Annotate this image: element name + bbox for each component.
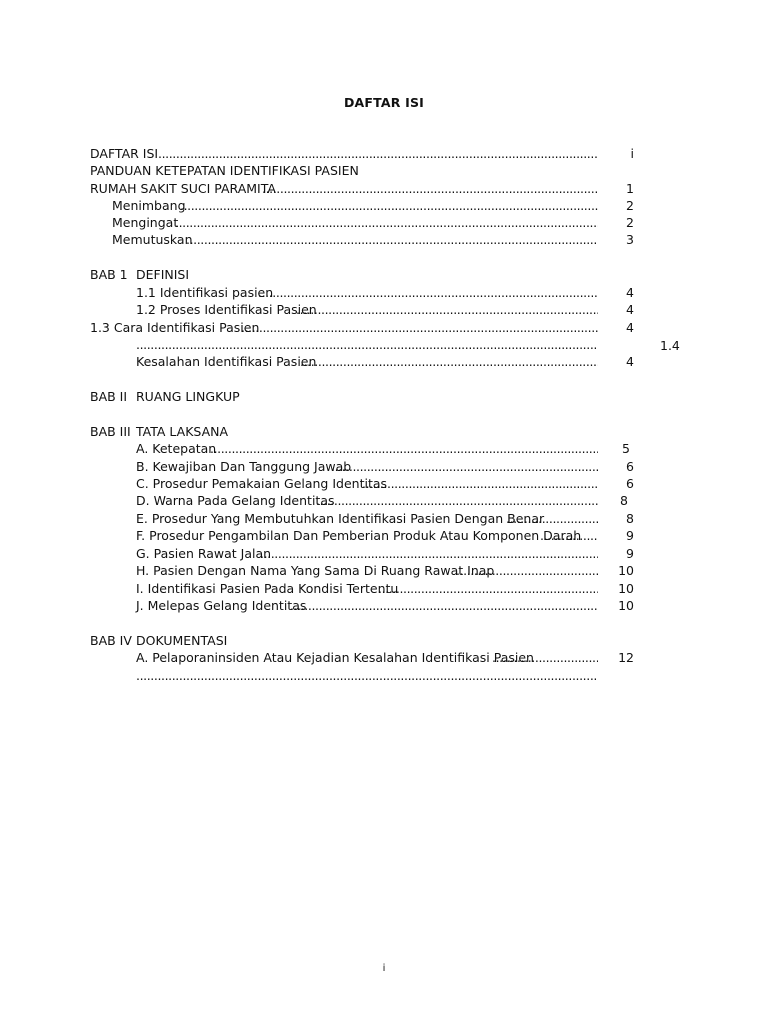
dot-leader: [262, 180, 598, 197]
toc-entry-label: H. Pasien Dengan Nama Yang Sama Di Ruang Rawat Inap: [136, 563, 495, 578]
toc-page-number: 8: [626, 511, 634, 526]
toc-entry-3a[interactable]: [0, 440, 768, 457]
chapter-label-bab4: BAB IV: [90, 633, 132, 648]
dot-leader: [378, 580, 598, 597]
toc-number-1-4: 1.4: [660, 338, 680, 353]
toc-entry-3i[interactable]: [0, 580, 768, 597]
toc-entry-label: 1.2 Proses Identifikasi Pasien: [136, 302, 317, 317]
toc-page-number: 2: [626, 215, 634, 230]
toc-page-number: 4: [626, 302, 634, 317]
toc-entry-label: RUMAH SAKIT SUCI PARAMITA: [90, 181, 276, 196]
dot-leader: [180, 197, 598, 214]
toc-entry-3c[interactable]: [0, 475, 768, 492]
chapter-label-bab3: BAB III: [90, 424, 131, 439]
dot-leader: [290, 597, 598, 614]
toc-entry-label: D. Warna Pada Gelang Identitas: [136, 493, 335, 508]
toc-entry-3e[interactable]: [0, 510, 768, 527]
toc-entry-3d[interactable]: [0, 492, 768, 509]
toc-entry-3f[interactable]: [0, 527, 768, 544]
toc-page-number: 10: [618, 598, 634, 613]
dot-leader: [136, 667, 598, 684]
toc-entry-label: 1.3 Cara Identifikasi Pasien: [90, 320, 260, 335]
toc-page-number: 9: [626, 528, 634, 543]
toc-entry-label: E. Prosedur Yang Membutuhkan Identifikasi Pasien Dengan Benar: [136, 511, 545, 526]
toc-entry-label: F. Prosedur Pengambilan Dan Pemberian Produk Atau Komponen Darah: [136, 528, 582, 543]
toc-page-number: 12: [618, 650, 634, 665]
toc-entry-label: B. Kewajiban Dan Tanggung Jawab: [136, 459, 352, 474]
toc-entry-1-3[interactable]: [0, 319, 768, 336]
toc-page-number: 6: [626, 476, 634, 491]
toc-entry-label: Memutuskan: [112, 232, 193, 247]
toc-entry-label: C. Prosedur Pemakaian Gelang Identitas: [136, 476, 388, 491]
toc-page-number: i: [630, 146, 634, 161]
chapter-title-bab2: RUANG LINGKUP: [136, 389, 240, 404]
toc-entry-rumah-sakit[interactable]: [0, 180, 768, 197]
toc-page-number: 8: [620, 493, 628, 508]
dot-leader: [258, 284, 598, 301]
toc-entry-3g[interactable]: [0, 545, 768, 562]
dot-leader: [241, 319, 598, 336]
toc-page-number: 4: [626, 285, 634, 300]
chapter-label-bab2: BAB II: [90, 389, 128, 404]
toc-entry-3h[interactable]: [0, 562, 768, 579]
dot-leader: [316, 492, 598, 509]
toc-page-number: 10: [618, 563, 634, 578]
dot-leader: [331, 458, 598, 475]
toc-entry-label: Kesalahan Identifikasi Pasien: [136, 354, 317, 369]
toc-page-number: 1: [626, 181, 634, 196]
toc-entry-label: J. Melepas Gelang Identitas: [136, 598, 307, 613]
toc-page-number: 6: [626, 459, 634, 474]
toc-page-number: 10: [618, 581, 634, 596]
toc-entry-1-1[interactable]: [0, 284, 768, 301]
toc-page-number: 9: [626, 546, 634, 561]
chapter-label-bab1: BAB 1: [90, 267, 128, 282]
dot-leader: [456, 562, 598, 579]
chapter-title-bab3: TATA LAKSANA: [136, 424, 229, 439]
toc-entry-label: Mengingat: [112, 215, 179, 230]
toc-entry-mengingat[interactable]: [0, 214, 768, 231]
toc-page-number: 4: [626, 320, 634, 335]
chapter-title-bab4: DOKUMENTASI: [136, 633, 228, 648]
dot-leader: [158, 145, 598, 162]
toc-page-number: 3: [626, 232, 634, 247]
page-title: DAFTAR ISI: [343, 95, 425, 110]
toc-entry-4a[interactable]: [0, 649, 768, 666]
toc-dot-line-trailing: [0, 667, 768, 684]
dot-leader: [186, 231, 598, 248]
toc-entry-1-2[interactable]: [0, 301, 768, 318]
toc-entry-memutuskan[interactable]: [0, 231, 768, 248]
toc-entry-label: DAFTAR ISI: [90, 146, 159, 161]
toc-page-number: 2: [626, 198, 634, 213]
toc-entry-label: G. Pasien Rawat Jalan: [136, 546, 272, 561]
dot-leader: [540, 527, 598, 544]
toc-entry-label: A. Pelaporaninsiden Atau Kejadian Kesalahan Identifikasi Pasien: [136, 650, 534, 665]
dot-leader: [210, 440, 598, 457]
toc-entry-label: 1.1 Identifikasi pasien: [136, 285, 274, 300]
toc-entry-menimbang[interactable]: [0, 197, 768, 214]
toc-heading-panduan: PANDUAN KETEPATAN IDENTIFIKASI PASIEN: [90, 163, 359, 178]
toc-entry-1-4[interactable]: [0, 353, 768, 370]
toc-dot-line-1-4: [0, 336, 768, 353]
toc-entry-label: A. Ketepatan: [136, 441, 217, 456]
toc-entry-label: Menimbang: [112, 198, 186, 213]
dot-leader: [492, 649, 598, 666]
toc-entry-3b[interactable]: [0, 458, 768, 475]
page-number: i: [382, 963, 386, 974]
toc-entry-label: I. Identifikasi Pasien Pada Kondisi Tertentu: [136, 581, 399, 596]
toc-entry-daftar-isi[interactable]: [0, 145, 768, 162]
dot-leader: [260, 545, 598, 562]
dot-leader: [136, 336, 598, 353]
dot-leader: [296, 301, 598, 318]
chapter-title-bab1: DEFINISI: [136, 267, 190, 282]
dot-leader: [362, 475, 598, 492]
toc-page-number: 5: [622, 441, 630, 456]
dot-leader: [506, 510, 598, 527]
dot-leader: [300, 353, 598, 370]
toc-entry-3j[interactable]: [0, 597, 768, 614]
dot-leader: [175, 214, 598, 231]
toc-page-number: 4: [626, 354, 634, 369]
